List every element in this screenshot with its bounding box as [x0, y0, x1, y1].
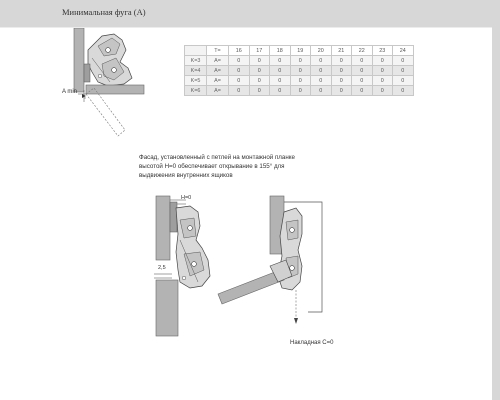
table-cell: 0 — [393, 76, 414, 86]
column-header: 21 — [331, 46, 352, 56]
table-cell: 0 — [290, 76, 311, 86]
table-cell: 0 — [372, 76, 393, 86]
header-bar — [0, 0, 500, 27]
note-line: выдвижения внутренних ящиков — [139, 172, 233, 179]
overlay-caption: Накладная C=0 — [290, 340, 334, 346]
row-mark: A= — [207, 86, 229, 96]
table-cell: 0 — [311, 66, 332, 76]
table-cell: 0 — [372, 86, 393, 96]
table-cell: 0 — [393, 66, 414, 76]
table-row — [185, 76, 414, 86]
table-header-row — [185, 46, 414, 56]
table-cell: 0 — [229, 76, 250, 86]
table-cell: 0 — [270, 86, 291, 96]
top-hinge-drawing — [58, 28, 148, 138]
row-label: K=4 — [185, 66, 207, 76]
note-line: Фасад, установленный с петлей на монтажной планке — [139, 154, 295, 161]
row-label: K=6 — [185, 86, 207, 96]
row-mark: A= — [207, 76, 229, 86]
table-cell: 0 — [393, 86, 414, 96]
mounting-note — [139, 153, 379, 180]
table-cell: 0 — [311, 86, 332, 96]
column-header: 20 — [311, 46, 332, 56]
column-header-t: T= — [207, 46, 229, 56]
table-cell: 0 — [311, 56, 332, 66]
note-line: высотой H=0 обеспечивает открывание в 155° для — [139, 163, 285, 170]
row-label: K=3 — [185, 56, 207, 66]
table-cell: 0 — [249, 86, 270, 96]
a-min-label: A min — [62, 89, 78, 95]
table-cell: 0 — [331, 76, 352, 86]
table-cell: 0 — [331, 66, 352, 76]
h-zero-label: H=0 — [181, 195, 192, 201]
table-cell: 0 — [249, 56, 270, 66]
table-row — [185, 86, 414, 96]
table-cell: 0 — [331, 56, 352, 66]
gap-table — [184, 45, 414, 96]
row-mark: A= — [207, 66, 229, 76]
table-cell: 0 — [331, 86, 352, 96]
table-cell: 0 — [352, 66, 373, 76]
table-cell: 0 — [270, 66, 291, 76]
right-margin-bar — [492, 0, 500, 400]
row-mark: A= — [207, 56, 229, 66]
table-cell: 0 — [229, 86, 250, 96]
row-label: K=5 — [185, 76, 207, 86]
right-hinge-drawing — [210, 190, 340, 340]
table-corner-cell — [185, 46, 207, 56]
table-row — [185, 56, 414, 66]
table-cell: 0 — [352, 56, 373, 66]
table-cell: 0 — [290, 86, 311, 96]
table-cell: 0 — [290, 56, 311, 66]
table-cell: 0 — [352, 76, 373, 86]
column-header: 18 — [270, 46, 291, 56]
table-cell: 0 — [249, 76, 270, 86]
table-cell: 0 — [352, 86, 373, 96]
table-cell: 0 — [270, 76, 291, 86]
table-cell: 0 — [393, 56, 414, 66]
column-header: 24 — [393, 46, 414, 56]
column-header: 16 — [229, 46, 250, 56]
table-cell: 0 — [372, 56, 393, 66]
table-cell: 0 — [229, 56, 250, 66]
column-header: 22 — [352, 46, 373, 56]
table-cell: 0 — [229, 66, 250, 76]
table-cell: 0 — [270, 56, 291, 66]
table-cell: 0 — [249, 66, 270, 76]
table-row — [185, 66, 414, 76]
column-header: 23 — [372, 46, 393, 56]
gap-label: 2,5 — [158, 265, 166, 271]
column-header: 19 — [290, 46, 311, 56]
column-header: 17 — [249, 46, 270, 56]
table-cell: 0 — [290, 66, 311, 76]
table-cell: 0 — [372, 66, 393, 76]
page-title: Минимальная фуга (A) — [62, 7, 146, 17]
table-cell: 0 — [311, 76, 332, 86]
